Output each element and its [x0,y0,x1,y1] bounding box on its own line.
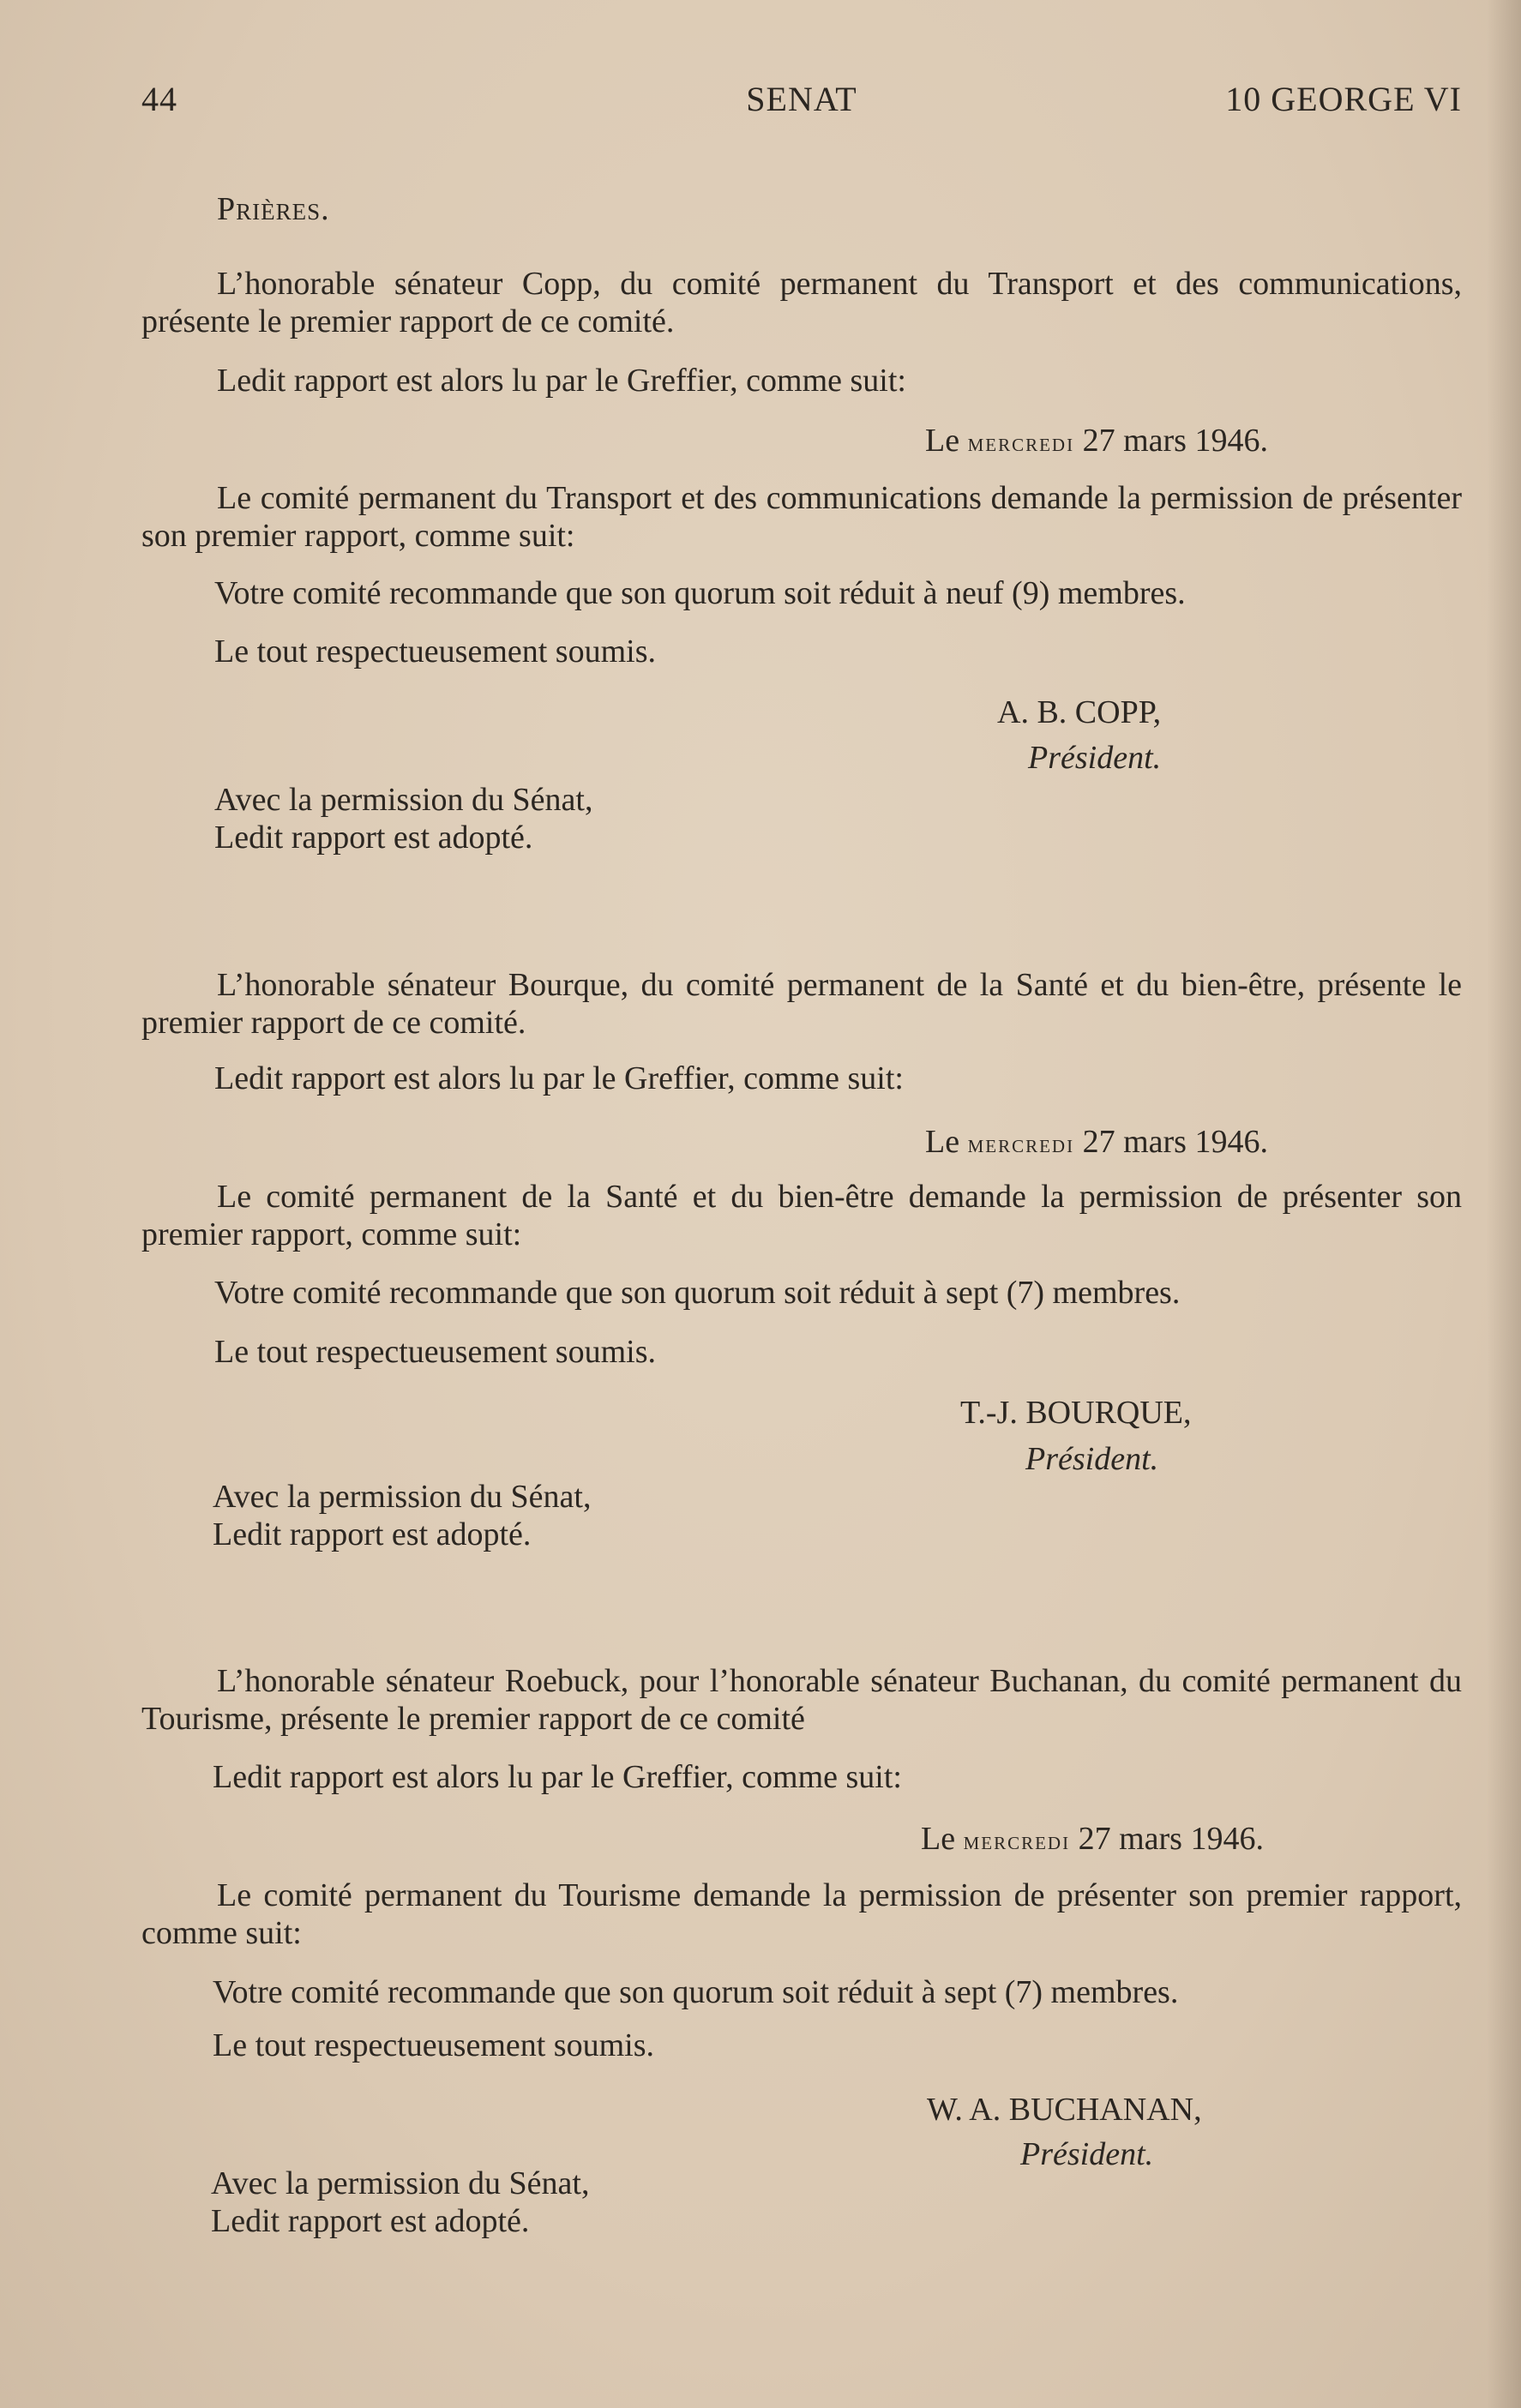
report-1-read-line: Ledit rapport est alors lu par le Greffier, comme suit: [217,363,906,399]
regnal-year: 10 GEORGE VI [1225,80,1462,118]
report-3-leave-line: Avec la permission du Sénat, [211,2165,590,2201]
page-edge-shadow [1487,0,1521,2408]
report-1-leave-line: Avec la permission du Sénat, [214,782,593,818]
report-1-signatory: A. B. COPP, [997,694,1162,730]
report-3-request: Le comité permanent du Tourisme demande la permission de présenter son premier rapport, comme suit: [141,1877,1462,1951]
report-1-date [925,421,1268,463]
report-2-signatory: T.-J. BOURQUE, [960,1395,1192,1431]
running-header [141,79,1462,122]
report-3-adopted-line: Ledit rapport est adopté. [211,2203,530,2239]
report-1-closing: Le tout respectueusement soumis. [214,634,656,670]
report-2-closing: Le tout respectueusement soumis. [214,1334,656,1370]
report-1-date-rest: 27 mars 1946. [1082,423,1268,459]
report-3-date [921,1819,1264,1861]
report-1-request: Le comité permanent du Transport et des communications demande la permission de présenter son premier rapport, comme suit: [141,480,1462,554]
report-2-recommendation: Votre comité recommande que son quorum soit réduit à sept (7) membres. [214,1275,1181,1311]
report-1-signatory-title: Président. [1028,740,1162,776]
report-1-date-prefix: Le [925,423,960,459]
report-2-date-weekday: mercredi [967,1130,1075,1158]
report-1-recommendation: Votre comité recommande que son quorum soit réduit à neuf (9) membres. [214,575,1186,611]
report-3-closing: Le tout respectueusement soumis. [213,2027,654,2063]
report-3-signatory: W. A. BUCHANAN, [927,2092,1202,2128]
report-2-date-rest: 27 mars 1946. [1082,1124,1268,1160]
report-3-read-line: Ledit rapport est alors lu par le Greffier, comme suit: [213,1759,902,1795]
report-2-intro: L’honorable sénateur Bourque, du comité permanent de la Santé et du bien-être, présente le premier rapport de ce comité. [141,967,1462,1041]
report-3-date-rest: 27 mars 1946. [1078,1821,1264,1857]
report-1-adopted-line: Ledit rapport est adopté. [214,820,533,856]
report-2-adopted-line: Ledit rapport est adopté. [213,1516,532,1552]
report-2-read-line: Ledit rapport est alors lu par le Greffier, comme suit: [214,1060,904,1096]
page-number: 44 [141,80,177,118]
report-3-date-weekday: mercredi [963,1827,1071,1855]
report-2-signatory-title: Président. [1025,1441,1159,1477]
report-1-date-weekday: mercredi [967,429,1075,457]
report-3-signatory-title: Président. [1020,2136,1154,2172]
report-1-intro: L’honorable sénateur Copp, du comité permanent du Transport et des communications, présente le premier rapport de ce comité. [141,266,1462,339]
report-3-intro: L’honorable sénateur Roebuck, pour l’honorable sénateur Buchanan, du comité permanent du Tourisme, présente le premier rapport de ce comité [141,1663,1462,1737]
report-2-date-prefix: Le [925,1124,960,1160]
report-2-date [925,1122,1268,1164]
report-3-recommendation: Votre comité recommande que son quorum soit réduit à sept (7) membres. [213,1974,1179,2010]
report-3-date-prefix: Le [921,1821,956,1857]
section-heading: Prières. [217,191,330,227]
running-title: SENAT [746,80,857,118]
report-2-request: Le comité permanent de la Santé et du bien-être demande la permission de présenter son premier rapport, comme suit: [141,1179,1462,1252]
report-2-leave-line: Avec la permission du Sénat, [213,1479,592,1515]
